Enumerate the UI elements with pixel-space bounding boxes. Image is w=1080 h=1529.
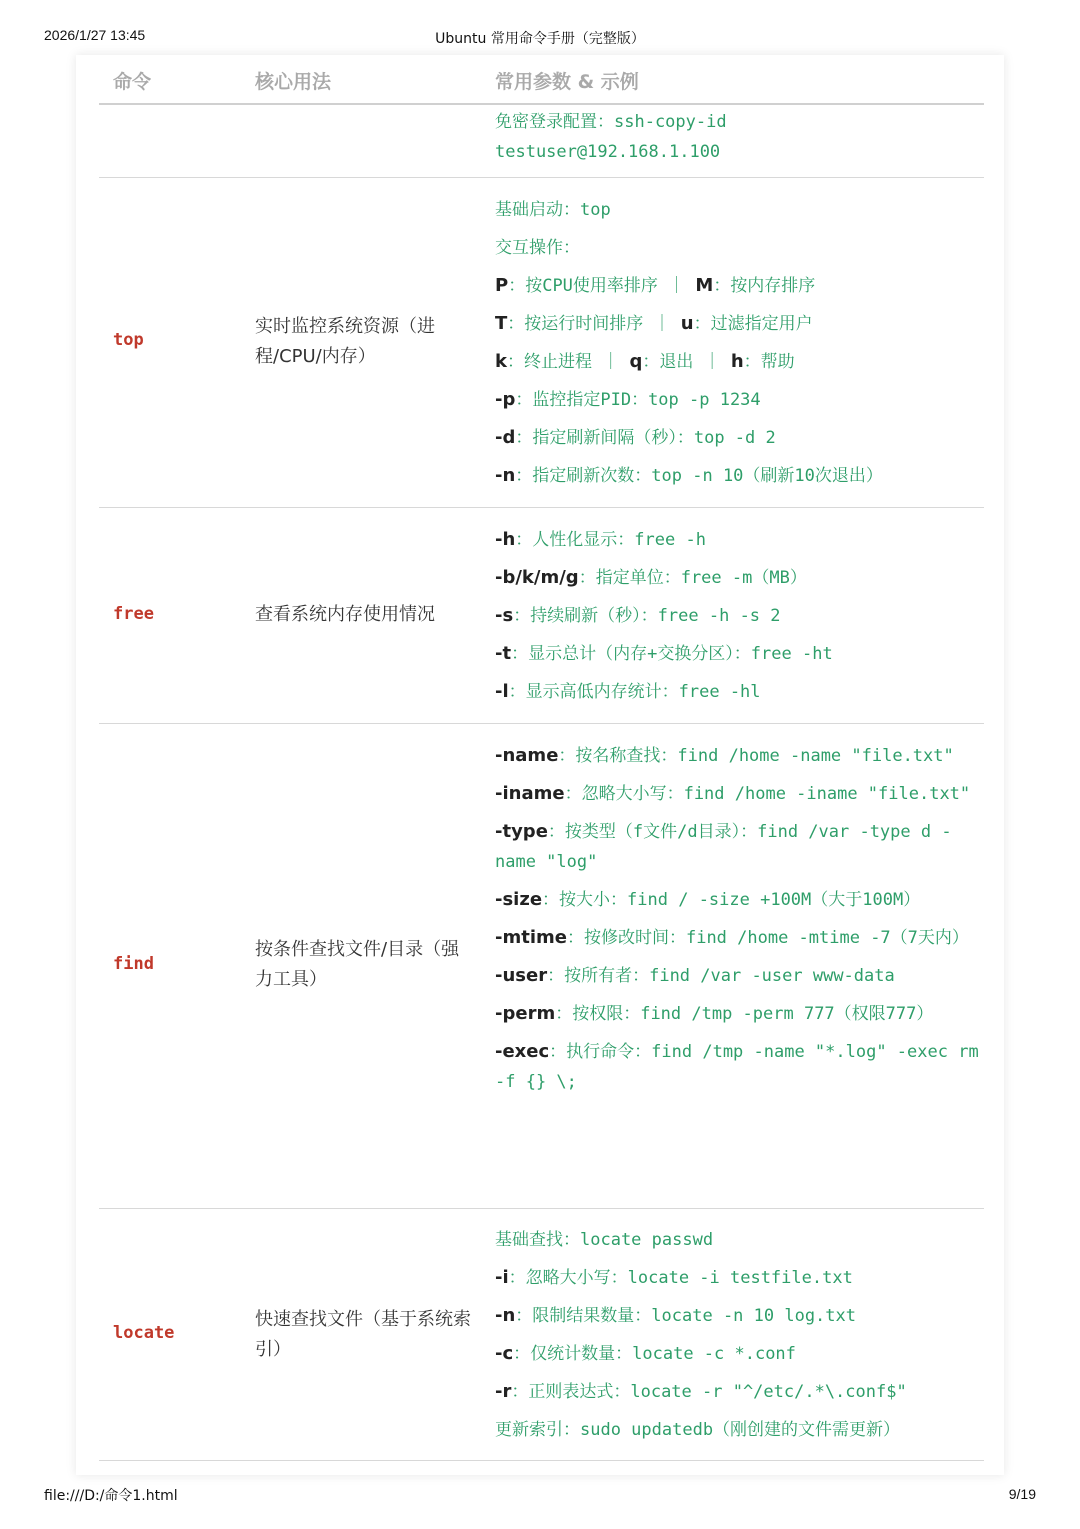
command-name: free (113, 604, 154, 624)
option-key: -l (495, 681, 509, 702)
option-key: h (730, 351, 744, 372)
example-line (495, 885, 985, 915)
example-line: testuser@192.168.1.100 (495, 142, 721, 162)
example-line (495, 233, 985, 263)
option-key: -exec (495, 1041, 550, 1062)
option-description: ：人性化显示：free -h (515, 530, 706, 550)
option-description: ：按运行时间排序 ｜ (507, 314, 681, 334)
option-key: u (680, 313, 694, 334)
option-key: P (495, 275, 509, 296)
option-key: -c (495, 1343, 514, 1364)
document-title: Ubuntu 常用命令手册（完整版） (435, 31, 645, 47)
option-key: -perm (495, 1003, 556, 1024)
command-name: locate (113, 1323, 175, 1343)
usage-text: 查看系统内存使用情况 (255, 604, 435, 625)
example-line (495, 601, 985, 631)
example-line: 免密登录配置：ssh-copy-id (495, 112, 727, 132)
option-description: ：帮助 (743, 352, 795, 372)
option-description: ：终止进程 ｜ (506, 352, 630, 372)
table-header (76, 55, 1004, 105)
option-description: 基础启动：top (495, 200, 611, 220)
option-description: ：仅统计数量：locate -c *.conf (513, 1344, 796, 1364)
option-description: 基础查找：locate passwd (495, 1230, 714, 1250)
examples-cell (495, 195, 985, 499)
option-description: ：按修改时间：find /home -mtime -7（7天内） (566, 928, 969, 948)
row-divider (99, 1460, 984, 1461)
example-line (495, 271, 985, 301)
example-line (495, 385, 985, 415)
option-description: ：按名称查找：find /home -name "file.txt" (558, 746, 954, 766)
example-line (495, 347, 985, 377)
header-divider (99, 103, 984, 105)
option-description: ：退出 ｜ (642, 352, 731, 372)
example-line (495, 1037, 985, 1097)
option-key: -p (495, 389, 516, 410)
option-description: ：按类型（f文件/d目录）：find /var -type d -name "log" (495, 822, 952, 872)
example-line (495, 563, 985, 593)
example-line (495, 423, 985, 453)
example-line (495, 1339, 985, 1369)
option-key: -n (495, 465, 516, 486)
option-description: ：按内存排序 (713, 276, 816, 296)
option-description: ：显示总计（内存+交换分区）：free -ht (511, 644, 833, 664)
example-line (495, 525, 985, 555)
option-key: -n (495, 1305, 516, 1326)
option-key: k (495, 351, 507, 372)
header-usage: 核心用法 (255, 71, 332, 93)
example-line (495, 639, 985, 669)
option-key: -type (495, 821, 548, 842)
option-description: ：按CPU使用率排序 ｜ (508, 276, 696, 296)
option-description: ：忽略大小写：locate -i testfile.txt (508, 1268, 853, 1288)
usage-text: 按条件查找文件/目录（强力工具） (255, 939, 460, 990)
option-description: ：按大小：find / -size +100M（大于100M） (542, 890, 921, 910)
example-line (495, 779, 985, 809)
option-key: q (629, 351, 643, 372)
option-description: ：过滤指定用户 (693, 314, 813, 334)
examples-cell (495, 741, 985, 1105)
examples-cell (495, 1225, 985, 1453)
option-key: -r (495, 1381, 512, 1402)
header-command: 命令 (113, 71, 152, 93)
option-key: -iname (495, 783, 565, 804)
option-key: -h (495, 529, 516, 550)
row-divider (99, 177, 984, 178)
example-line (495, 195, 985, 225)
usage-text: 快速查找文件（基于系统索引） (255, 1309, 471, 1360)
option-key: -i (495, 1267, 509, 1288)
option-description: ：指定刷新间隔（秒）：top -d 2 (515, 428, 776, 448)
option-description: ：忽略大小写：find /home -iname "file.txt" (564, 784, 971, 804)
example-line (495, 1415, 985, 1445)
option-description: 交互操作： (495, 238, 580, 258)
example-line (495, 741, 985, 771)
header-examples: 常用参数 & 示例 (495, 71, 639, 93)
option-key: -s (495, 605, 514, 626)
option-key: M (695, 275, 714, 296)
example-line (495, 677, 985, 707)
examples-cell (495, 107, 985, 167)
example-line (495, 817, 985, 877)
option-key: -t (495, 643, 512, 664)
page-number: 9/19 (1008, 1486, 1036, 1502)
option-key: -user (495, 965, 548, 986)
example-line (495, 1301, 985, 1331)
option-description: ：限制结果数量：locate -n 10 log.txt (515, 1306, 856, 1326)
example-line (495, 309, 985, 339)
option-description: ：持续刷新（秒）：free -h -s 2 (513, 606, 781, 626)
option-description: ：指定单位：free -m（MB） (578, 568, 807, 588)
usage-text: 实时监控系统资源（进程/CPU/内存） (255, 316, 435, 367)
example-line (495, 1377, 985, 1407)
option-description: ：按权限：find /tmp -perm 777（权限777） (555, 1004, 934, 1024)
print-date: 2026/1/27 13:45 (44, 27, 146, 43)
example-line (495, 461, 985, 491)
option-key: -size (495, 889, 543, 910)
command-name: find (113, 954, 154, 974)
option-key: -name (495, 745, 559, 766)
option-key: T (495, 313, 508, 334)
example-line (495, 961, 985, 991)
example-line (495, 1263, 985, 1293)
option-description: ：指定刷新次数：top -n 10（刷新10次退出） (515, 466, 883, 486)
example-line (495, 999, 985, 1029)
example-line (495, 1225, 985, 1255)
option-description: ：显示高低内存统计：free -hl (508, 682, 761, 702)
option-key: -b/k/m/g (495, 567, 579, 588)
option-key: -mtime (495, 927, 567, 948)
command-table (76, 55, 1004, 1475)
command-name: top (113, 330, 144, 350)
row-divider (99, 1208, 984, 1209)
example-line (495, 923, 985, 953)
option-description: ：监控指定PID：top -p 1234 (515, 390, 761, 410)
option-key: -d (495, 427, 516, 448)
option-description: ：按所有者：find /var -user www-data (547, 966, 895, 986)
option-description: ：执行命令：find /tmp -name "*.log" -exec rm -f {} \; (495, 1042, 979, 1092)
row-divider (99, 723, 984, 724)
row-divider (99, 507, 984, 508)
option-description: 更新索引：sudo updatedb（刚创建的文件需更新） (495, 1420, 901, 1440)
examples-cell (495, 525, 985, 715)
option-description: ：正则表达式：locate -r "^/etc/.*\.conf$" (511, 1382, 907, 1402)
file-url: file:///D:/命令1.html (44, 1488, 178, 1504)
